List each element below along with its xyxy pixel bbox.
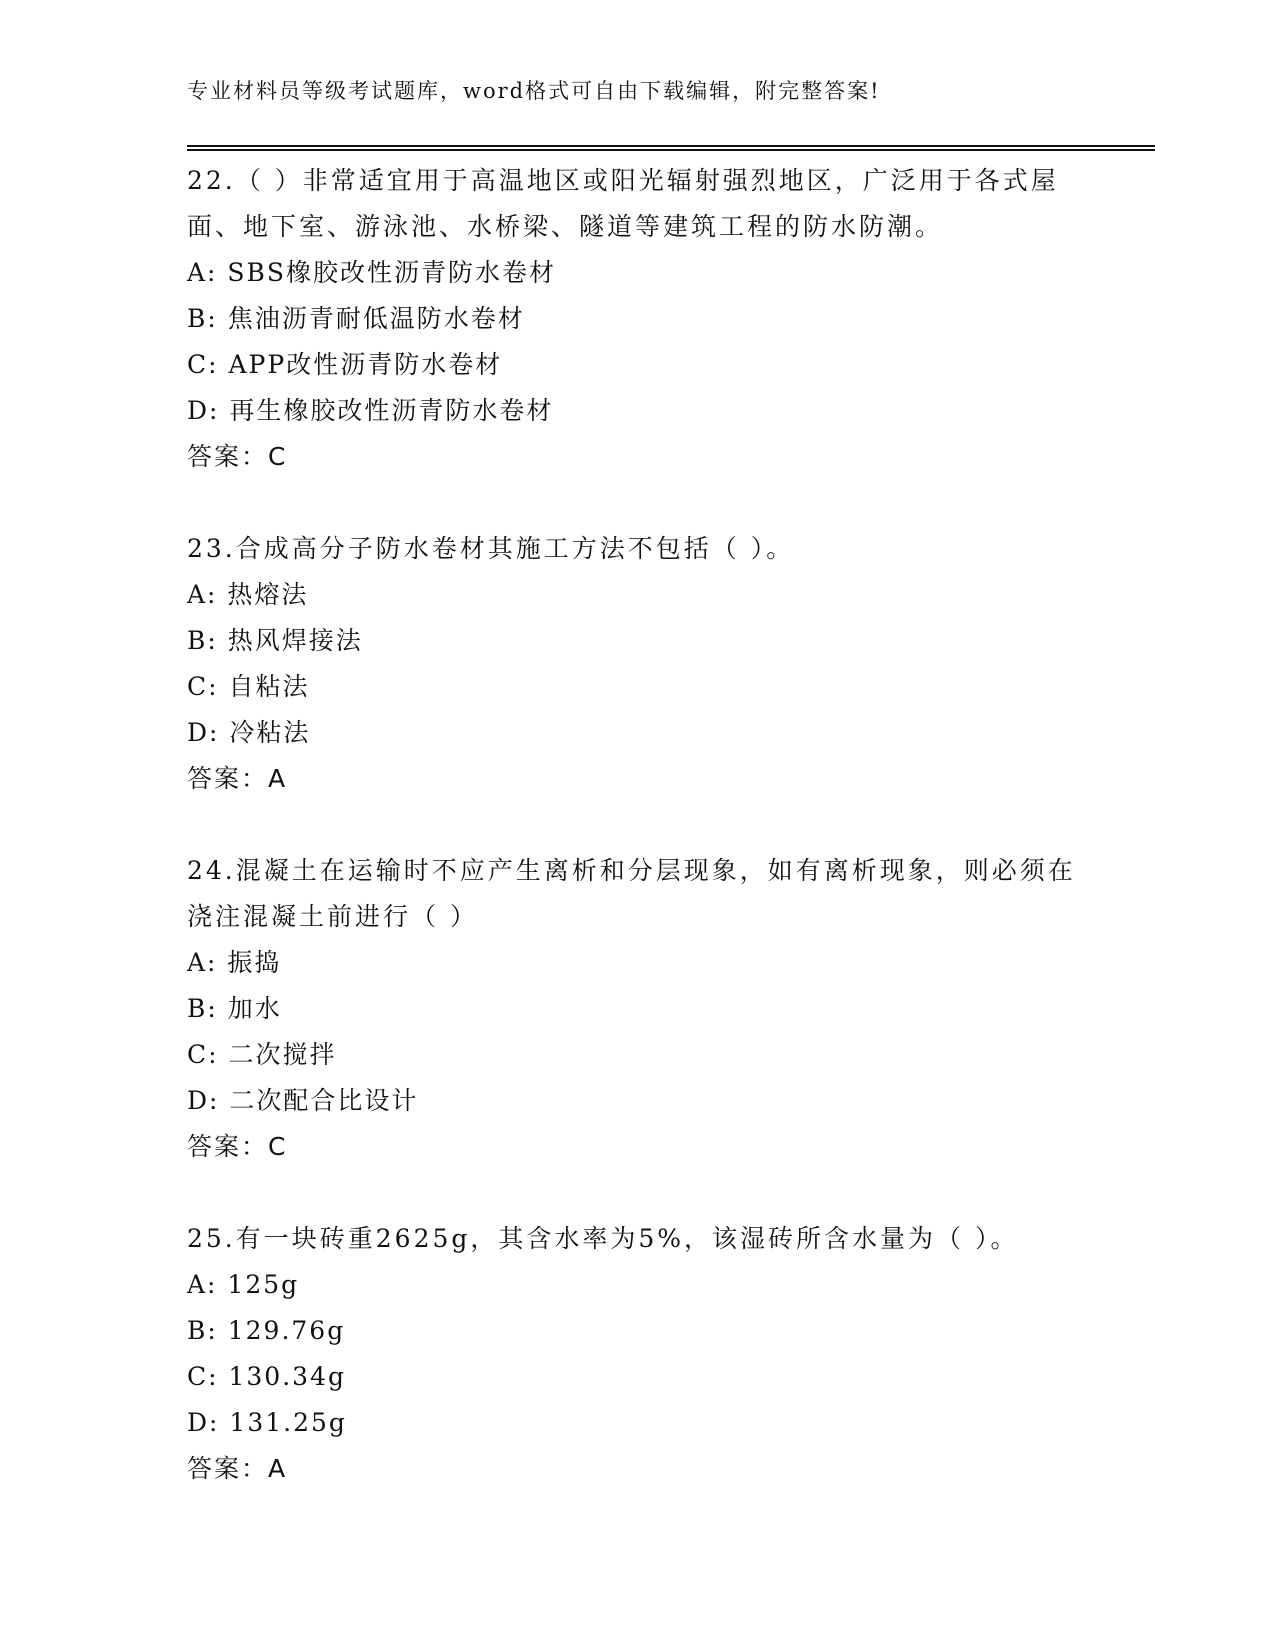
option-b: B: 热风焊接法 (187, 626, 363, 655)
option-c: C: 130.34g (187, 1362, 346, 1391)
option-b: B: 129.76g (187, 1316, 346, 1345)
option-a: A: 振捣 (187, 948, 282, 977)
option-b: B: 焦油沥青耐低温防水卷材 (187, 304, 525, 333)
option-a: A: SBS橡胶改性沥青防水卷材 (187, 258, 557, 287)
question-stem: 22.（ ）非常适宜用于高温地区或阳光辐射强烈地区，广泛用于各式屋面、地下室、游泳池、水桥梁、隧道等建筑工程的防水防潮。 (187, 166, 1059, 241)
option-a: A: 125g (187, 1270, 300, 1299)
option-b: B: 加水 (187, 994, 282, 1023)
question-23 (187, 526, 1147, 802)
option-a: A: 热熔法 (187, 580, 309, 609)
header-double-rule (187, 145, 1155, 151)
question-24 (187, 848, 1147, 1170)
question-list (187, 158, 1147, 1538)
option-d: D: 二次配合比设计 (187, 1086, 419, 1115)
option-c: C: 自粘法 (187, 672, 310, 701)
option-d: D: 131.25g (187, 1408, 347, 1437)
option-d: D: 冷粘法 (187, 718, 311, 747)
question-25 (187, 1216, 1147, 1492)
question-22 (187, 158, 1147, 480)
answer: 答案：A (187, 1454, 288, 1483)
question-stem: 25.有一块砖重2625g，其含水率为5%，该湿砖所含水量为（ ）。 (187, 1224, 1019, 1253)
option-c: C: 二次搅拌 (187, 1040, 337, 1069)
option-c: C: APP改性沥青防水卷材 (187, 350, 503, 379)
answer: 答案：A (187, 764, 288, 793)
answer: 答案：C (187, 1132, 288, 1161)
option-d: D: 再生橡胶改性沥青防水卷材 (187, 396, 554, 425)
question-stem: 24.混凝土在运输时不应产生离析和分层现象，如有离析现象，则必须在浇注混凝土前进行（ ） (187, 856, 1076, 931)
question-stem: 23.合成高分子防水卷材其施工方法不包括（ ）。 (187, 534, 795, 563)
page-header: 专业材料员等级考试题库，word格式可自由下载编辑，附完整答案! (187, 79, 881, 103)
answer: 答案：C (187, 442, 288, 471)
